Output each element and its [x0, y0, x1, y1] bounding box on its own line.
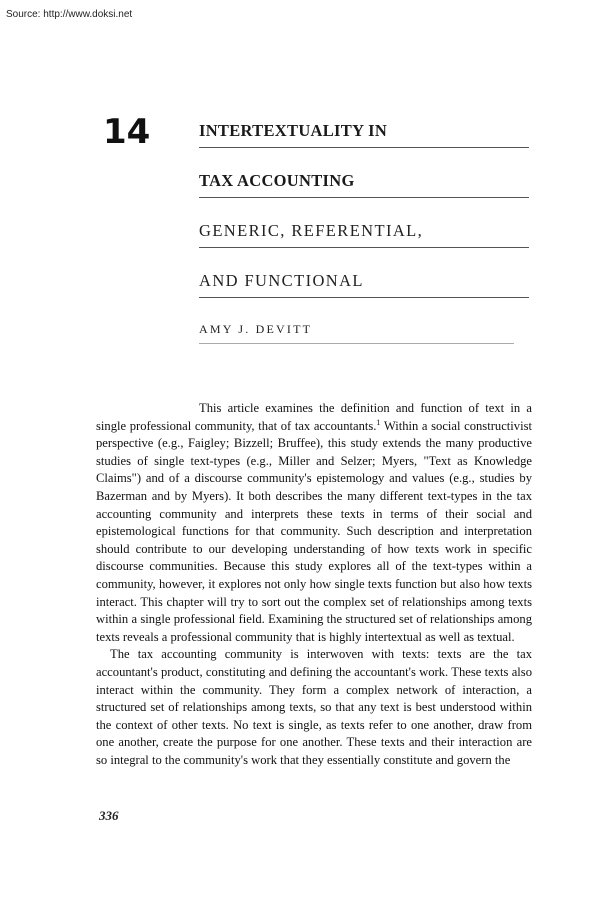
title-line-1: INTERTEXTUALITY IN — [199, 121, 388, 140]
paragraph-2: The tax accounting community is interwoven with texts: texts are the tax accountant's product, constituting and defining the accountant's work. These texts also interact within the community. They form a complex network of interaction, a structured set of relationships among texts, so that any text is best understood within the context of other texts. No text is single, as texts refer to one another, draw from one another, create the purpose for one another. These texts and their interaction are so integral to the community's work that they essentially constitute and govern the — [96, 647, 532, 767]
paragraph-1 — [96, 400, 532, 646]
source-url: Source: http://www.doksi.net — [6, 9, 133, 20]
title-line-2: TAX ACCOUNTING — [199, 171, 355, 190]
chapter-number: 14 — [103, 112, 151, 152]
author-name: AMY J. DEVITT — [199, 321, 313, 336]
chapter-title-block — [199, 115, 529, 344]
subtitle-line-1: GENERIC, REFERENTIAL, — [199, 221, 424, 240]
paragraph-1-rest: Within a social constructivist perspective (e.g., Faigley; Bizzell; Bruffee), this study extends the many productive studies of single text-types (e.g., Miller and Selzer; Myers, "Text as Knowledge Claims") and of a discourse community's epistemology and values (e.g., studies by Bazerman and by Myers). It both describes the many different text-types in the tax accounting community and interprets these texts in terms of their social and epistemological functions for that community. Such description and interpretation should contribute to our developing understanding of how texts work in specific discourse communities. Because this study explores all of the text-types within a community, however, it explores not only how single texts function but also how texts interact. This chapter will try to sort out the complex set of relationships among texts within a single professional field. Examining the structured set of relationships among texts reveals a professional community that is highly intertextual as well as textual. — [96, 418, 532, 644]
footnote-ref: 1 — [376, 417, 381, 427]
subtitle-line-2: AND FUNCTIONAL — [199, 271, 364, 290]
page-number: 336 — [99, 808, 119, 823]
paragraph-1-start: This article examines the definition and function of text in a single professional community, that of tax accountants. — [96, 401, 532, 433]
article-body — [96, 400, 532, 769]
author-rule — [199, 343, 514, 344]
